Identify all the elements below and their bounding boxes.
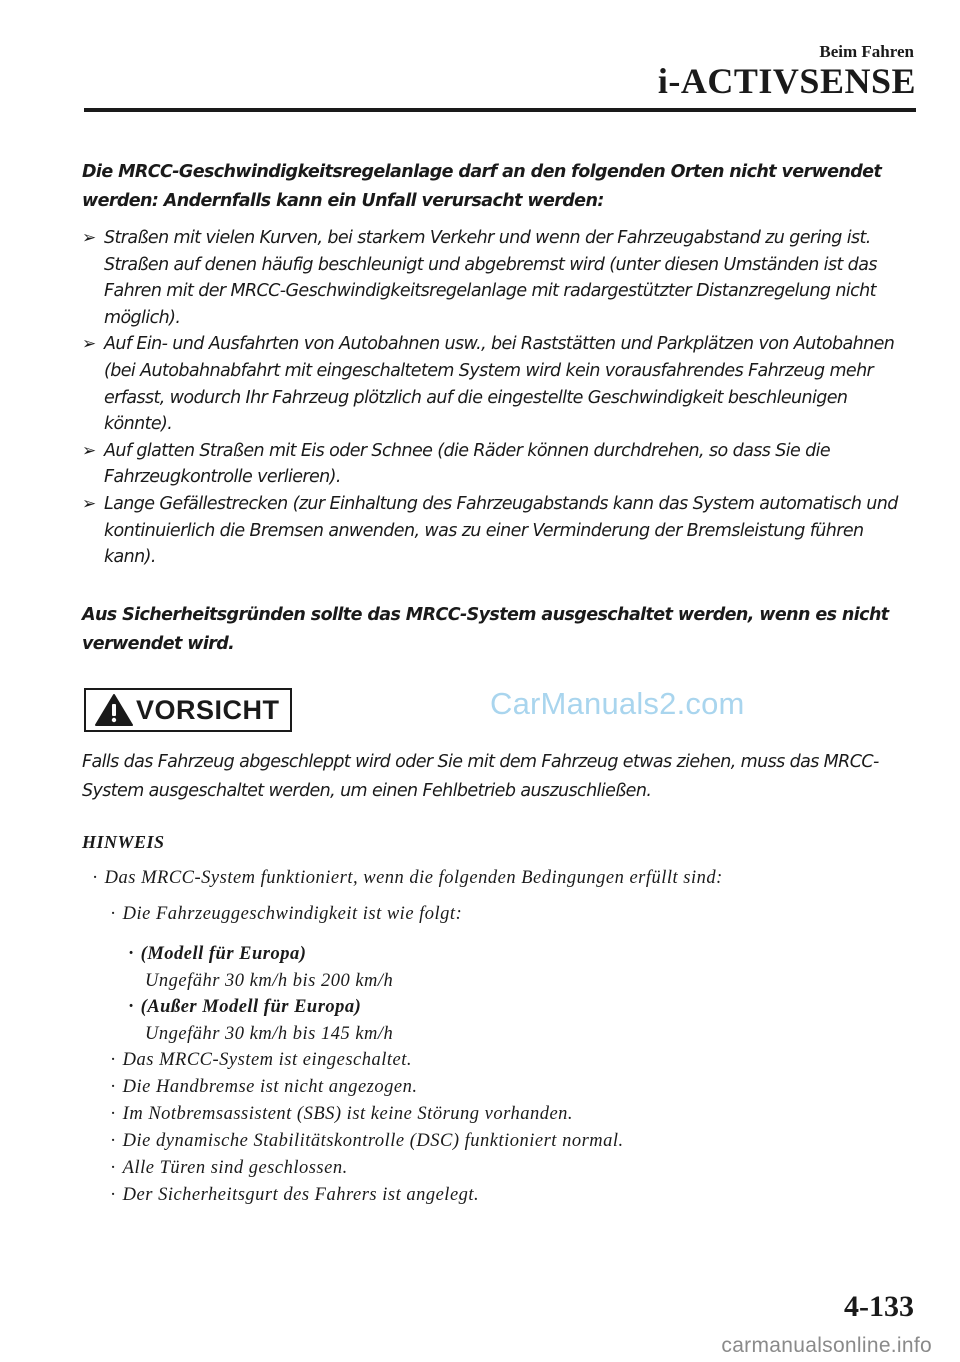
other-range: Ungefähr 30 km/h bis 145 km/h bbox=[145, 1024, 394, 1044]
list-item bbox=[82, 225, 917, 331]
dot-bullet-icon: · bbox=[92, 868, 99, 888]
section-label: Beim Fahren bbox=[819, 42, 914, 61]
dot-bullet-icon: · bbox=[110, 1185, 117, 1205]
dot-bullet-icon: · bbox=[110, 1131, 117, 1151]
dot-bullet-icon: · bbox=[110, 1077, 117, 1097]
warning-triangle-icon bbox=[94, 693, 134, 727]
europe-range: Ungefähr 30 km/h bis 200 km/h bbox=[145, 971, 394, 991]
dot-bullet-icon: · bbox=[110, 1050, 117, 1070]
condition-item: · Die Handbremse ist nicht angezogen. bbox=[110, 1077, 418, 1097]
dot-bullet-icon: · bbox=[110, 1158, 117, 1178]
condition-item: · Das MRCC-System ist eingeschaltet. bbox=[110, 1050, 412, 1070]
list-item-text: Auf glatten Straßen mit Eis oder Schnee (die Räder können durchdrehen, so dass Sie die Fahrzeugkontrolle verlieren). bbox=[104, 440, 831, 488]
warning-outro: Aus Sicherheitsgründen sollte das MRCC-System ausgeschaltet werden, wenn es nicht verwendet wird. bbox=[82, 605, 889, 654]
arrow-bullet-icon: ➢ bbox=[82, 228, 96, 248]
arrow-bullet-icon: ➢ bbox=[82, 493, 96, 514]
warning-list bbox=[82, 225, 917, 571]
header-rule bbox=[84, 108, 916, 112]
note-title: HINWEIS bbox=[82, 832, 165, 852]
list-item bbox=[82, 331, 917, 437]
arrow-bullet-icon: ➢ bbox=[82, 440, 96, 461]
footer-site: carmanualsonline.info bbox=[721, 1334, 932, 1357]
caution-label: VORSICHT bbox=[136, 694, 280, 725]
europe-label: · (Modell für Europa) bbox=[128, 944, 307, 964]
list-item bbox=[82, 438, 917, 491]
warning-intro: Die MRCC-Geschwindigkeitsregelanlage darf an den folgenden Orten nicht verwendet werden: Andernfalls kann ein Unfall verursacht werden: bbox=[82, 162, 882, 211]
condition-item: · Die dynamische Stabilitätskontrolle (DSC) funktioniert normal. bbox=[110, 1131, 624, 1151]
condition-item: · Im Notbremsassistent (SBS) ist keine Störung vorhanden. bbox=[110, 1104, 574, 1124]
caution-text: Falls das Fahrzeug abgeschleppt wird oder Sie mit dem Fahrzeug etwas ziehen, muss das MRCC-System ausgeschaltet werden, um einen Fehlbetrieb auszuschließen. bbox=[82, 752, 879, 801]
watermark: CarManuals2.com bbox=[490, 686, 745, 721]
caution-badge bbox=[84, 688, 292, 732]
condition-item: · Alle Türen sind geschlossen. bbox=[110, 1158, 348, 1178]
note-intro: · Das MRCC-System funktioniert, wenn die folgenden Bedingungen erfüllt sind: bbox=[92, 868, 723, 888]
page-number: 4-133 bbox=[844, 1290, 914, 1323]
list-item-text: Auf Ein- und Ausfahrten von Autobahnen usw., bei Raststätten und Parkplätzen von Autobahnen (bei Autobahnabfahrt mit eingeschaltetem System wird kein vorausfahrendes Fahrzeug mehr erfasst, wodurch Ihr Fahrzeug plötzlich auf die eingestellte Geschwindigkeit beschleunigen könnte). bbox=[104, 334, 895, 435]
dot-bullet-icon: · bbox=[128, 944, 135, 964]
chapter-title: i-ACTIVSENSE bbox=[657, 61, 916, 101]
condition-item: · Der Sicherheitsgurt des Fahrers ist angelegt. bbox=[110, 1185, 480, 1205]
list-item-text: Lange Gefällestrecken (zur Einhaltung des Fahrzeugabstands kann das System automatisch und kontinuierlich die Bremsen anwenden, was zu einer Verminderung der Bremsleistung führen kann). bbox=[104, 493, 898, 568]
dot-bullet-icon: · bbox=[110, 1104, 117, 1124]
dot-bullet-icon: · bbox=[128, 997, 135, 1017]
arrow-bullet-icon: ➢ bbox=[82, 334, 96, 355]
other-label: · (Außer Modell für Europa) bbox=[128, 997, 362, 1017]
list-item bbox=[82, 491, 917, 571]
speed-intro: · Die Fahrzeuggeschwindigkeit ist wie folgt: bbox=[110, 904, 463, 924]
dot-bullet-icon: · bbox=[110, 904, 117, 924]
list-item-text: Straßen mit vielen Kurven, bei starkem Verkehr und wenn der Fahrzeugabstand zu gering ist. Straßen auf denen häufig beschleunigt und abgebremst wird (unter diesen Umständen ist das Fahren mit der MRCC-Geschwindigkeitsregelanlage mit radargestützter Distanzregelung nicht möglich). bbox=[104, 228, 877, 328]
